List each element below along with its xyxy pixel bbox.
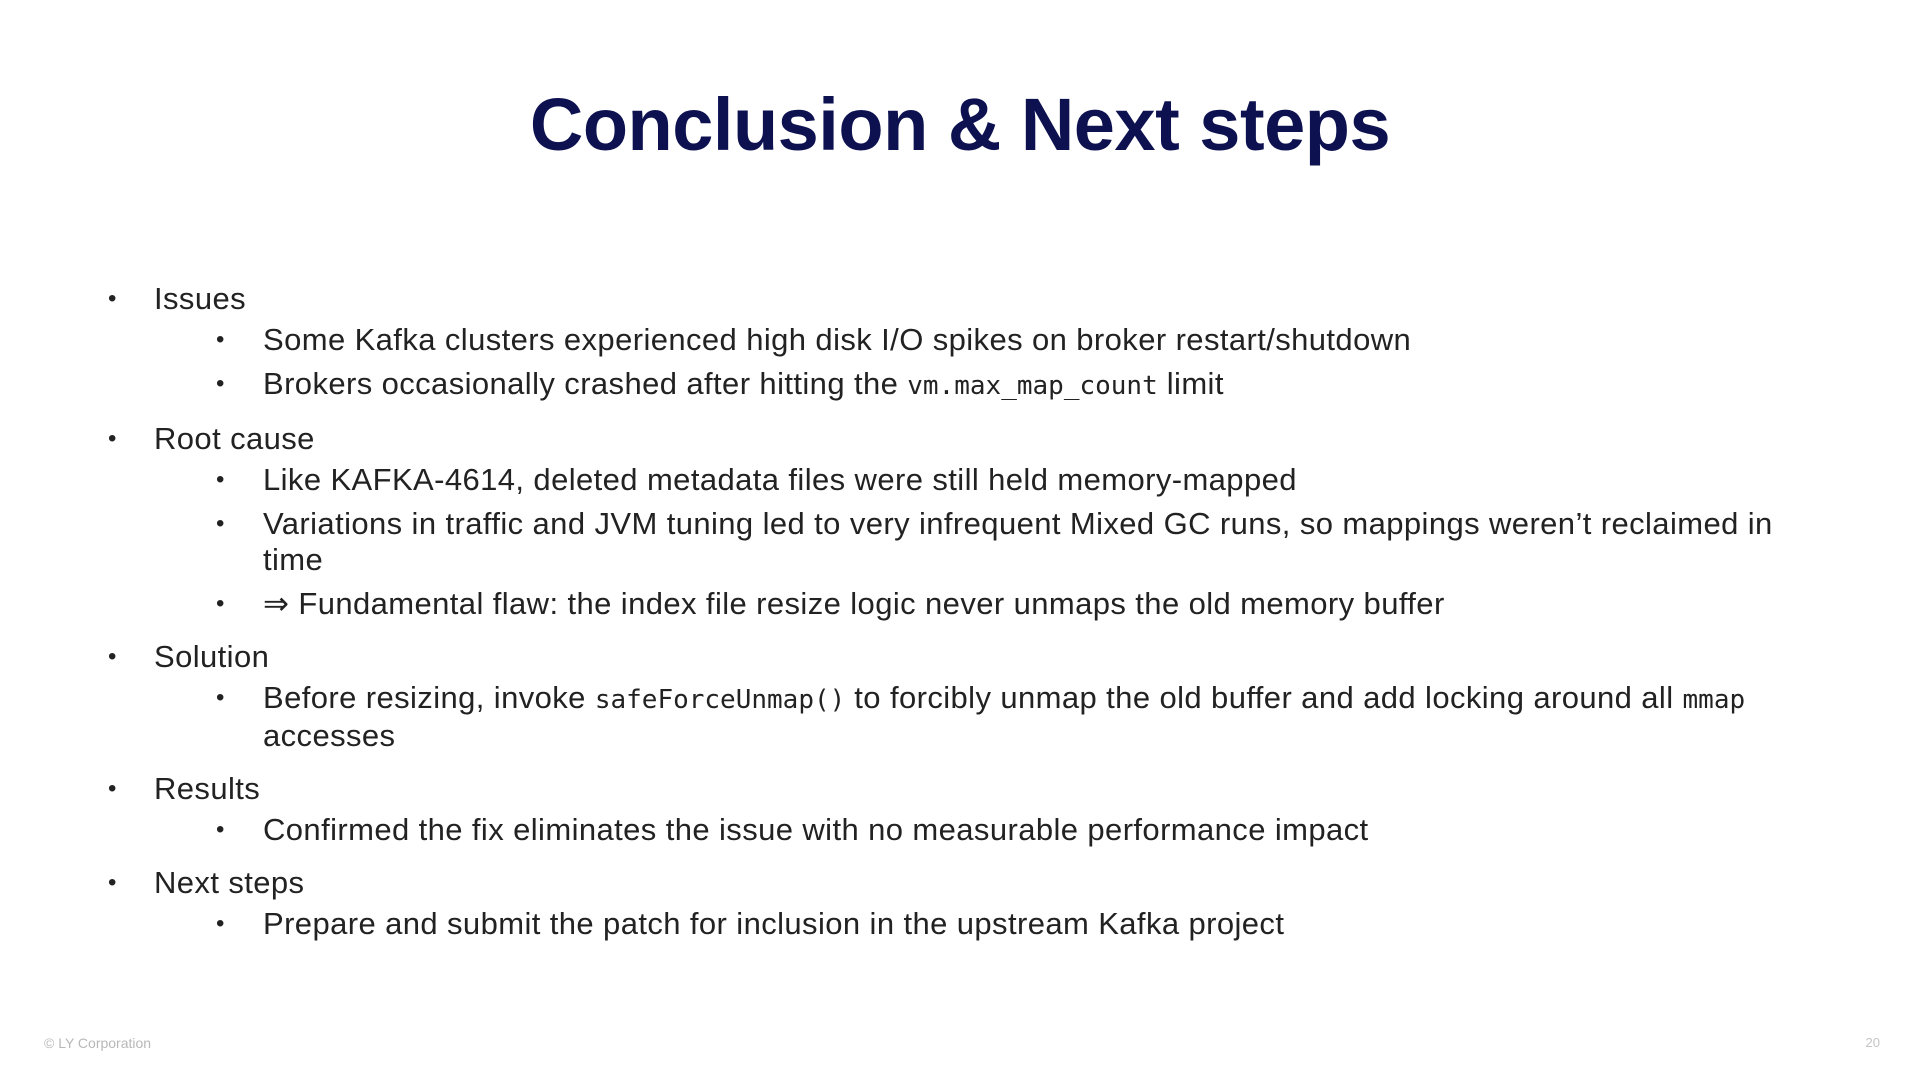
section-solution	[108, 636, 1848, 754]
list-item: • ⇒ Fundamental flaw: the index file resize logic never unmaps the old memory buffer	[108, 586, 1848, 622]
section-heading: • Results	[108, 768, 1848, 810]
item-text: limit	[1157, 366, 1224, 401]
sub-bullet-list	[108, 680, 1848, 754]
sub-bullet-list	[108, 462, 1848, 622]
section-next-steps	[108, 862, 1848, 942]
item-text: Brokers occasionally crashed after hitting the	[263, 366, 908, 401]
copyright-footer: © LY Corporation	[44, 1035, 152, 1051]
item-text: Before resizing, invoke	[263, 680, 595, 715]
sub-bullet-list	[108, 906, 1848, 942]
item-text: to forcibly unmap the old buffer and add locking around all	[845, 680, 1683, 715]
list-item: • Variations in traffic and JVM tuning led to very infrequent Mixed GC runs, so mappings weren’t reclaimed in time	[108, 506, 1848, 578]
item-text: accesses	[263, 718, 396, 753]
section-root-cause	[108, 418, 1848, 622]
slide-title: Conclusion & Next steps	[529, 83, 1391, 166]
list-item: • Prepare and submit the patch for inclusion in the upstream Kafka project	[108, 906, 1848, 942]
sub-bullet-list	[108, 322, 1848, 404]
section-issues	[108, 278, 1848, 404]
inline-code: vm.max_map_count	[907, 371, 1158, 401]
page-number: 20	[1865, 1035, 1880, 1050]
section-heading: • Root cause	[108, 418, 1848, 460]
list-item: • Confirmed the fix eliminates the issue with no measurable performance impact	[108, 812, 1848, 848]
sub-bullet-list	[108, 812, 1848, 848]
section-heading: • Solution	[108, 636, 1848, 678]
section-heading: • Issues	[108, 278, 1848, 320]
list-item: • Like KAFKA-4614, deleted metadata files were still held memory-mapped	[108, 462, 1848, 498]
section-heading: • Next steps	[108, 862, 1848, 904]
list-item	[108, 680, 1848, 754]
inline-code: safeForceUnmap()	[594, 685, 846, 715]
list-item: • Some Kafka clusters experienced high disk I/O spikes on broker restart/shutdown	[108, 322, 1848, 358]
inline-code: mmap	[1682, 685, 1746, 715]
bullet-list	[108, 278, 1848, 956]
list-item	[108, 366, 1848, 404]
section-results	[108, 768, 1848, 848]
